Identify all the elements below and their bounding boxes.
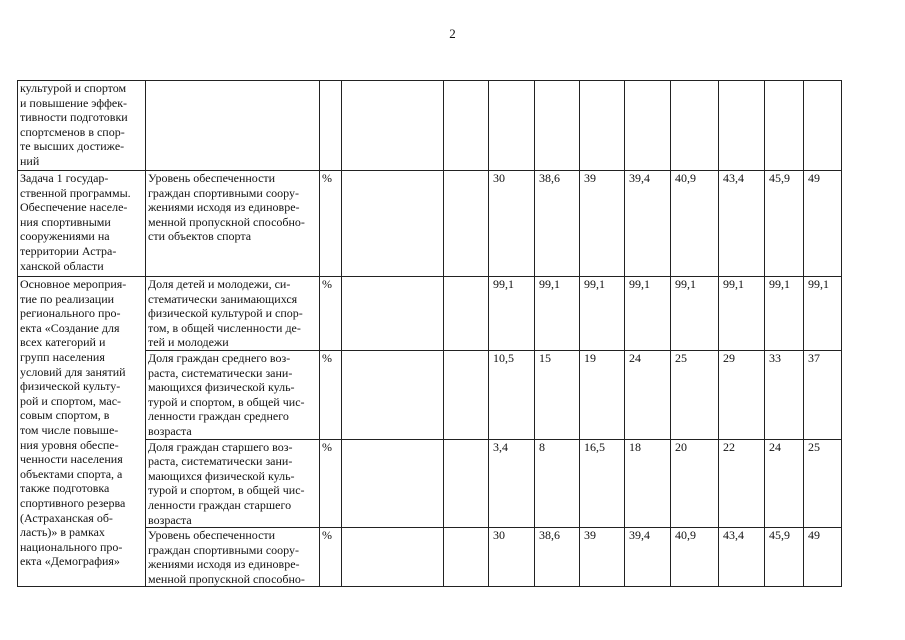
goal-cell: Задача 1 государ- ственной программы. Обеспечение населе- ния спортивными сооружениями на территории Астра- ханской области: [18, 171, 146, 277]
value-cell: [489, 81, 535, 171]
unit-cell: %: [320, 439, 342, 528]
value-cell: [535, 81, 580, 171]
unit-cell: %: [320, 528, 342, 587]
value-cell: 24: [765, 439, 804, 528]
goal-cell: Основное мероприя- тие по реализации регионального про- екта «Создание для всех категорий и групп населения условий для занятий физической культу- рой и спортом, мас- совым спортом, в том числе повыше- ния уровня обеспе- ченности населения объектами спорта, а также подготовка спортивного резерва (Астраханская об- ласть)» в рамках национального про- екта «Демография»: [18, 277, 146, 587]
value-cell: 43,4: [719, 528, 765, 587]
value-cell: 40,9: [671, 528, 719, 587]
value-cell: 99,1: [489, 277, 535, 351]
empty-cell: [342, 81, 444, 171]
value-cell: [671, 81, 719, 171]
value-cell: 33: [765, 350, 804, 439]
value-cell: 24: [625, 350, 671, 439]
value-cell: 25: [804, 439, 842, 528]
empty-cell: [342, 528, 444, 587]
value-cell: 45,9: [765, 528, 804, 587]
value-cell: 38,6: [535, 528, 580, 587]
value-cell: [625, 81, 671, 171]
value-cell: 15: [535, 350, 580, 439]
value-cell: 3,4: [489, 439, 535, 528]
value-cell: [765, 81, 804, 171]
value-cell: 37: [804, 350, 842, 439]
goal-cell: культурой и спортом и повышение эффек- тивности подготовки спортсменов в спор- те высших достиже- ний: [18, 81, 146, 171]
value-cell: 25: [671, 350, 719, 439]
value-cell: 99,1: [580, 277, 625, 351]
indicator-cell: Доля детей и молодежи, си- стематически занимающихся физической культурой и спор- том, в общей численности де- тей и молодежи: [146, 277, 320, 351]
value-cell: 49: [804, 528, 842, 587]
value-cell: 8: [535, 439, 580, 528]
unit-cell: %: [320, 171, 342, 277]
unit-cell: %: [320, 277, 342, 351]
value-cell: 39: [580, 528, 625, 587]
value-cell: 39,4: [625, 528, 671, 587]
empty-cell: [444, 528, 489, 587]
value-cell: 18: [625, 439, 671, 528]
value-cell: 40,9: [671, 171, 719, 277]
value-cell: 38,6: [535, 171, 580, 277]
indicator-cell: Уровень обеспеченности граждан спортивными соору- жениями исходя из единовре- менной пропускной способно-: [146, 528, 320, 587]
unit-cell: [320, 81, 342, 171]
value-cell: 10,5: [489, 350, 535, 439]
empty-cell: [342, 439, 444, 528]
value-cell: 99,1: [804, 277, 842, 351]
value-cell: 19: [580, 350, 625, 439]
table-row: [18, 277, 842, 351]
value-cell: 99,1: [719, 277, 765, 351]
value-cell: 43,4: [719, 171, 765, 277]
value-cell: 99,1: [625, 277, 671, 351]
indicator-cell: [146, 81, 320, 171]
page-number: 2: [449, 26, 456, 41]
table-row: [18, 81, 842, 171]
value-cell: 29: [719, 350, 765, 439]
empty-cell: [342, 350, 444, 439]
unit-cell: %: [320, 350, 342, 439]
value-cell: 99,1: [535, 277, 580, 351]
value-cell: 39,4: [625, 171, 671, 277]
empty-cell: [444, 350, 489, 439]
indicator-cell: Уровень обеспеченности граждан спортивными соору- жениями исходя из единовре- менной пропускной способно- сти объектов спорта: [146, 171, 320, 277]
empty-cell: [342, 277, 444, 351]
value-cell: 20: [671, 439, 719, 528]
empty-cell: [444, 277, 489, 351]
empty-cell: [342, 171, 444, 277]
value-cell: 39: [580, 171, 625, 277]
value-cell: [719, 81, 765, 171]
value-cell: 16,5: [580, 439, 625, 528]
value-cell: 49: [804, 171, 842, 277]
value-cell: [804, 81, 842, 171]
value-cell: 99,1: [671, 277, 719, 351]
value-cell: 22: [719, 439, 765, 528]
empty-cell: [444, 81, 489, 171]
empty-cell: [444, 439, 489, 528]
empty-cell: [444, 171, 489, 277]
value-cell: [580, 81, 625, 171]
value-cell: 30: [489, 528, 535, 587]
indicators-table: [17, 80, 842, 587]
indicator-cell: Доля граждан среднего воз- раста, систематически зани- мающихся физической куль- турой и спортом, в общей чис- ленности граждан среднего возраста: [146, 350, 320, 439]
value-cell: 30: [489, 171, 535, 277]
value-cell: 45,9: [765, 171, 804, 277]
value-cell: 99,1: [765, 277, 804, 351]
indicator-cell: Доля граждан старшего воз- раста, систематически зани- мающихся физической куль- турой и спортом, в общей чис- ленности граждан старшего возраста: [146, 439, 320, 528]
table-row: [18, 171, 842, 277]
